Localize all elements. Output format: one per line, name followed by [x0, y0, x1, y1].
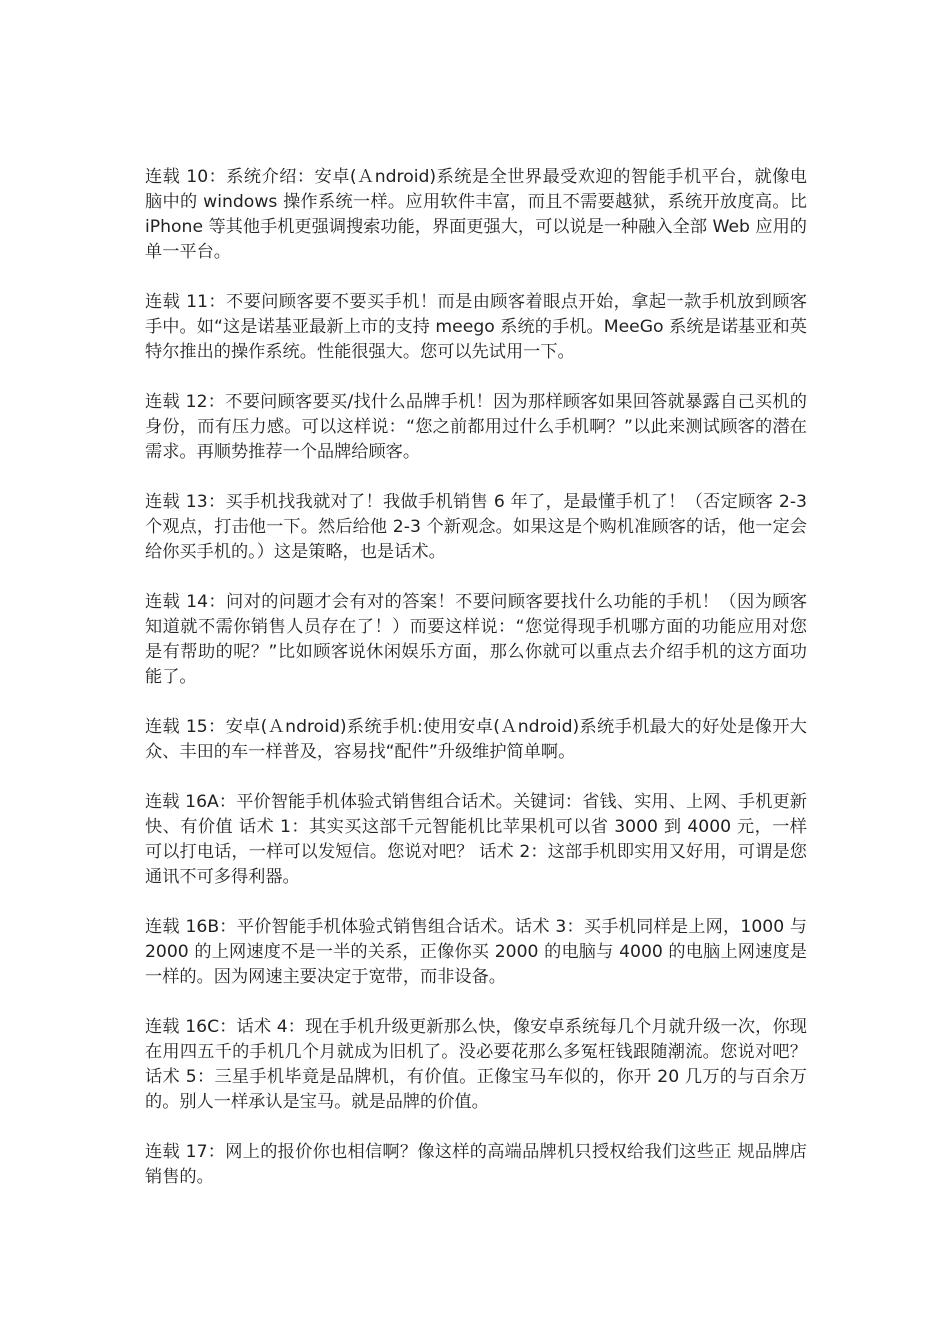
paragraph-series-14: 连载 14：问对的问题才会有对的答案！不要问顾客要找什么功能的手机！（因为顾客知道就不需你销售人员存在了！）而要这样说：“您觉得现手机哪方面的功能应用对您是有帮助的呢？”比如顾客说休闲娱乐方面，那么你就可以重点去介绍手机的这方面功能了。: [145, 592, 807, 687]
paragraph-series-16a: 连载 16A：平价智能手机体验式销售组合话术。关键词：省钱、实用、上网、手机更新快、有价值 话术 1：其实买这部千元智能机比苹果机可以省 3000 到 4000 元，一样可以打电话，一样可以发短信。您说对吧？ 话术 2：这部手机即实用又好用，可谓是您通讯不可多得利器。: [145, 792, 807, 887]
paragraph-series-11: 连载 11：不要问顾客要不要买手机！而是由顾客着眼点开始，拿起一款手机放到顾客手中。如“这是诺基亚最新上市的支持 meego 系统的手机。MeeGo 系统是诺基亚和英特尔推出的操作系统。性能很强大。您可以先试用一下。: [145, 292, 807, 362]
paragraph-series-17: 连载 17：网上的报价你也相信啊？像这样的高端品牌机只授权给我们这些正 规品牌店销售的。: [145, 1142, 807, 1187]
paragraph-series-12: 连载 12：不要问顾客要买/找什么品牌手机！因为那样顾客如果回答就暴露自己买机的身份，而有压力感。可以这样说：“您之前都用过什么手机啊？”以此来测试顾客的潜在需求。再顺势推荐一个品牌给顾客。: [145, 392, 807, 462]
paragraph-series-10: 连载 10：系统介绍：安卓(Ａndroid)系统是全世界最受欢迎的智能手机平台，就像电脑中的 windows 操作系统一样。应用软件丰富，而且不需要越狱，系统开放度高。比 iPhone 等其他手机更强调搜索功能，界面更强大，可以说是一种融入全部 Web 应用的单一平台。: [145, 167, 807, 262]
paragraph-series-16b: 连载 16B：平价智能手机体验式销售组合话术。话术 3：买手机同样是上网，1000 与 2000 的上网速度不是一半的关系，正像你买 2000 的电脑与 4000 的电脑上网速度是一样的。因为网速主要决定于宽带，而非设备。: [145, 917, 807, 987]
paragraph-series-13: 连载 13：买手机找我就对了！我做手机销售 6 年了，是最懂手机了！（否定顾客 2-3 个观点，打击他一下。然后给他 2-3 个新观念。如果这是个购机准顾客的话，他一定会给你买手机的。）这是策略，也是话术。: [145, 492, 807, 562]
paragraph-series-15: 连载 15：安卓(Ａndroid)系统手机:使用安卓(Ａndroid)系统手机最大的好处是像开大众、丰田的车一样普及，容易找“配件”升级维护简单啊。: [145, 717, 807, 762]
document-body: [145, 165, 807, 1215]
paragraph-series-16c: 连载 16C：话术 4：现在手机升级更新那么快，像安卓系统每几个月就升级一次，你现在用四五千的手机几个月就成为旧机了。没必要花那么多冤枉钱跟随潮流。您说对吧？ 话术 5：三星手机毕竟是品牌机，有价值。正像宝马车似的，你开 20 几万的与百余万的。别人一样承认是宝马。就是品牌的价值。: [145, 1017, 807, 1112]
